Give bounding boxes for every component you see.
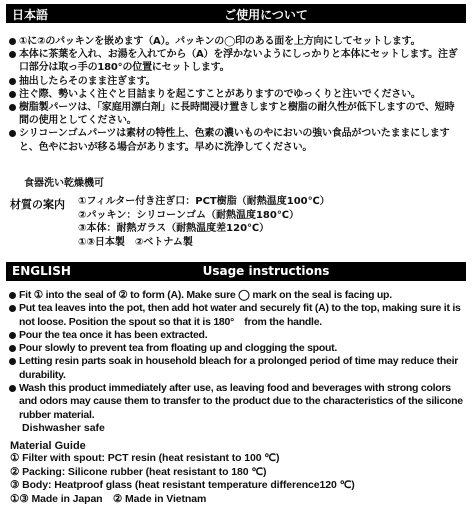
japanese-material-item: ②パッキン：シリコーンゴム（耐熱温度180℃） <box>78 209 299 221</box>
english-material-item: ① Filter with spout: PCT resin (heat resistant to 100 ℃) <box>10 452 280 464</box>
english-instruction-item: Put tea leaves into the pot, then add hot water and securely fit (A) to the top, making sure it is not loose. Position the spout so that it is 180° from the handle. <box>8 302 464 329</box>
japanese-material-item: ③本体：耐熱ガラス（耐熱温度差120℃） <box>78 223 270 234</box>
english-header-bar <box>6 262 466 281</box>
japanese-header-bar <box>6 4 466 23</box>
english-instruction-item: Letting resin parts soak in household bleach for a prolonged period of time may reduce their durability. <box>8 355 464 382</box>
english-instruction-item: Wash this product immediately after use, as leaving food and beverages with strong colors and odors may cause them to transfer to the product due to the characteristics of the silicone rubber material. <box>8 382 464 422</box>
english-instruction-item: Pour the tea once it has been extracted. <box>8 329 464 342</box>
japanese-instruction-item: 抽出したらそのまま注ぎます。 <box>8 75 464 88</box>
japanese-origin-line: ①③日本製 ②ベトナム製 <box>78 236 193 248</box>
japanese-material-list <box>78 195 330 249</box>
english-section-title: Usage instructions <box>202 264 330 278</box>
japanese-dishwasher-note: 食器洗い乾燥機可 <box>24 178 104 189</box>
english-origin-line: ①③ Made in Japan ② Made in Vietnam <box>10 492 207 505</box>
english-instruction-list <box>8 289 464 422</box>
japanese-instruction-item: 樹脂製パーツは、「家庭用漂白剤」に長時間浸け置きしますと樹脂の耐久性が低下しますので、短時間の使用としてください。 <box>8 101 464 127</box>
english-material-heading: Material Guide <box>10 440 86 452</box>
english-instruction-item: Pour slowly to prevent tea from floating up and clogging the spout. <box>8 342 464 355</box>
english-material-item: ② Packing: Silicone rubber (heat resistant to 180 ℃) <box>10 465 267 478</box>
japanese-material-item: ①フィルター付き注ぎ口：PCT樹脂（耐熱温度100℃） <box>78 196 330 207</box>
japanese-instruction-item: 注ぐ際、勢いよく注ぐと目詰まりを起こすことがありますのでゆっくりと注いでください。 <box>8 88 464 101</box>
japanese-instruction-item: シリコーンゴムパーツは素材の特性上、色素の濃いものやにおいの強い食品がついたままにしますと、色やにおいが移る場合があります。早めに洗浄してください。 <box>8 127 464 153</box>
english-dishwasher-note: Dishwasher safe <box>22 422 105 434</box>
japanese-instruction-item: 本体に茶葉を入れ、お湯を入れてから（A）を浮かないようにしっかりと本体にセットします。注ぎ口部分は取っ手の180°の位置にセットします。 <box>8 48 464 74</box>
japanese-language-label: 日本語 <box>12 8 49 22</box>
japanese-instruction-item: ①に②のパッキンを嵌めます（A）。パッキンの◯印のある面を上方向にしてセットします。 <box>8 35 464 48</box>
japanese-material-label: 材質の案内 <box>10 198 65 211</box>
english-material-list <box>10 452 355 506</box>
japanese-instruction-list <box>8 35 464 154</box>
english-material-item: ③ Body: Heatproof glass (heat resistant temperature difference120 ℃) <box>10 479 355 491</box>
english-instruction-item: Fit ① into the seal of ② to form (A). Make sure ◯ mark on the seal is facing up. <box>8 289 464 302</box>
japanese-section-title: ご使用について <box>224 8 308 22</box>
english-language-label: ENGLISH <box>12 264 71 278</box>
